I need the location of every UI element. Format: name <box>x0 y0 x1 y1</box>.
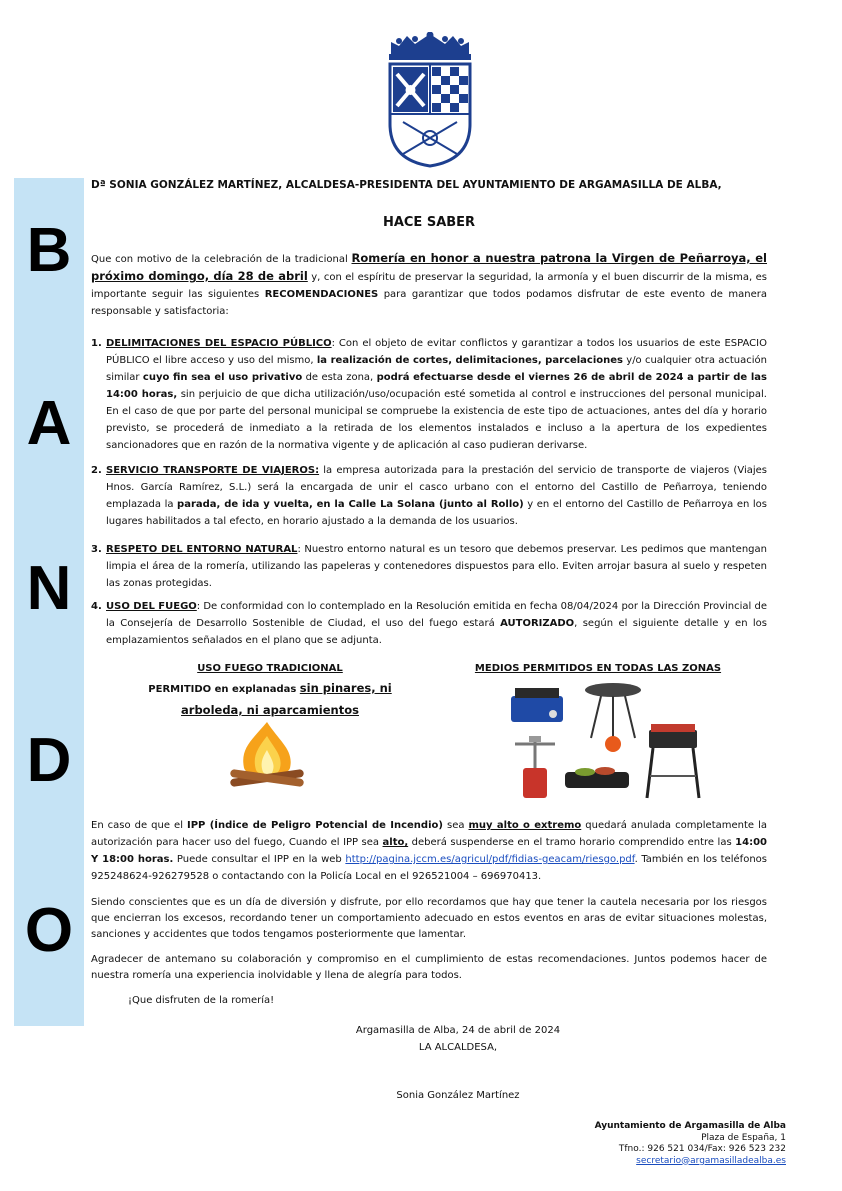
side-letter: O <box>24 896 74 965</box>
thanks-paragraph: Agradecer de antemano su colaboración y compromiso en el cumplimiento de estas recomendaciones. Juntos podemos hacer de nuestra romería una experiencia inolvidable y llena de alegría para todos. <box>91 954 767 981</box>
ipp-paragraph: En caso de que el IPP (Índice de Peligro Potencial de Incendio) sea muy alto o extremo quedará anulada completamente la autorización para hacer uso del fuego, Cuando el IPP sea alto, deberá suspenderse en el tramo horario comprendido entre las 14:00 Y 18:00 horas. Puede consultar el IPP en la web http://pagina.jccm.es/agricul/pdf/fidias-geacam/riesgo.pdf. También en los teléfonos 925248624-926279528 o contactando con la Policía Local en el 926521004 – 696970413. <box>91 820 767 882</box>
side-letter: D <box>26 726 72 795</box>
barbecue-icon <box>649 730 697 748</box>
municipal-coat-of-arms <box>385 32 475 168</box>
list-item: 2. SERVICIO TRANSPORTE DE VIAJEROS: la empresa autorizada para la prestación del servicio de transporte de viajeros (Viajes Hnos. García Ramírez, S.L.) será la encargada de unir el casco urbano con el entorno del Castillo de Peñarroya, teniendo emplazada la parada, de ida y vuelta, en la Calle La Solana (junto al Rollo) y en el entorno del Castillo de Peñarroya en los lugares habilitados a tal efecto, en horario ajustado a la demanda de los usuarios. <box>91 465 767 527</box>
place-date: Argamasilla de Alba, 24 de abril de 2024 <box>355 1025 561 1036</box>
footer-org: Ayuntamiento de Argamasilla de Alba <box>594 1121 786 1131</box>
bonfire-icon <box>222 718 312 790</box>
list-item: 3. RESPETO DEL ENTORNO NATURAL: Nuestro entorno natural es un tesoro que debemos preservar. Les pedimos que mantengan limpia el área de la romería, utilizando las papeleras y contenedores dispuestos para ello. Eviten arrojar basura al suelo y respeten las zonas protegidas. <box>91 544 767 589</box>
allowed-devices-title: MEDIOS PERMITIDOS EN TODAS LAS ZONAS <box>474 663 722 674</box>
caution-paragraph: Siendo conscientes que es un día de diversión y disfrute, por ello recordamos que hay que tener la cautela necesaria por los riesgos que encierran los excesos, recordando tener un comportamiento adecuado en estos eventos en aras de evitar situaciones molestas, sanciones y accidentes que todos tengamos posteriormente que lamentar. <box>91 897 767 940</box>
closing-line: ¡Que disfruten de la romería! <box>128 995 275 1006</box>
list-item: 4. USO DEL FUEGO: De conformidad con lo contemplado en la Resolución emitida en fecha 08/04/2024 por la Dirección Provincial de la Consejería de Desarrollo Sostenible de Ciudad, el uso del fuego estará AUTORIZADO, según el siguiente detalle y en los emplazamientos señalados en el plano que se adjunta. <box>91 601 768 646</box>
cooking-devices-illustration <box>505 680 745 802</box>
paella-pan-icon <box>585 683 641 697</box>
side-letter: A <box>26 389 72 458</box>
list-item: 1. DELIMITACIONES DEL ESPACIO PÚBLICO: Con el objeto de evitar conflictos y garantizar a todos los usuarios de este ESPACIO PÚBLICO el libre acceso y uso del mismo, la realización de cortes, delimitaciones, parcelaciones y/o cualquier otra actuación similar cuyo fin sea el uso privativo de esta zona, podrá efectuarse desde el viernes 26 de abril de 2024 a partir de las 14:00 horas, sin perjuicio de que dicha utilización/uso/ocupación esté sometida al control e instrucciones del personal municipal. En el caso de que por parte del personal municipal se compruebe la existencia de este tipo de actuaciones, antes del día y horario previsto, se procederá de inmediato a la retirada de los elementos instalados e incluso a la apertura de los expedientes sancionadores que en razón de la normativa vigente y de aplicación al caso pudieran derivarse. <box>91 338 767 451</box>
footer-phone: Tfno.: 926 521 034/Fax: 926 523 232 <box>618 1144 786 1154</box>
ipp-link[interactable]: http://pagina.jccm.es/agricul/pdf/fidias-geacam/riesgo.pdf <box>345 854 635 865</box>
signatory-name: Sonia González Martínez <box>396 1090 520 1101</box>
bando-side-band <box>14 178 84 1026</box>
camping-stove-icon <box>511 696 563 722</box>
footer-address: Plaza de España, 1 <box>701 1132 786 1143</box>
issuer-line: Dª SONIA GONZÁLEZ MARTÍNEZ, ALCALDESA-PRESIDENTA DEL AYUNTAMIENTO DE ARGAMASILLA DE ALBA, <box>91 179 722 191</box>
traditional-fire-desc: PERMITIDO en explanadas sin pinares, ni arboleda, ni aparcamientos <box>148 681 392 717</box>
table-grill-icon <box>565 772 629 788</box>
signatory-role: LA ALCALDESA, <box>418 1042 498 1053</box>
footer-email-link[interactable]: secretario@argamasilladealba.es <box>636 1155 786 1166</box>
intro-paragraph: Que con motivo de la celebración de la tradicional Romería en honor a nuestra patrona la Virgen de Peñarroya, el próximo domingo, día 28 de abril y, con el espíritu de preservar la seguridad, la armonía y el buen discurrir de la misma, es importante seguir las siguientes RECOMENDACIONES para garantizar que todos podamos disfrutar de este evento de manera responsable y satisfactoria: <box>91 251 767 317</box>
page-title: HACE SABER <box>382 215 476 230</box>
footer-contact <box>595 1121 786 1167</box>
traditional-fire-title: USO FUEGO TRADICIONAL <box>197 663 343 674</box>
side-letter: B <box>26 216 72 285</box>
side-letter: N <box>26 554 72 623</box>
gas-cartridge-icon <box>523 768 547 798</box>
